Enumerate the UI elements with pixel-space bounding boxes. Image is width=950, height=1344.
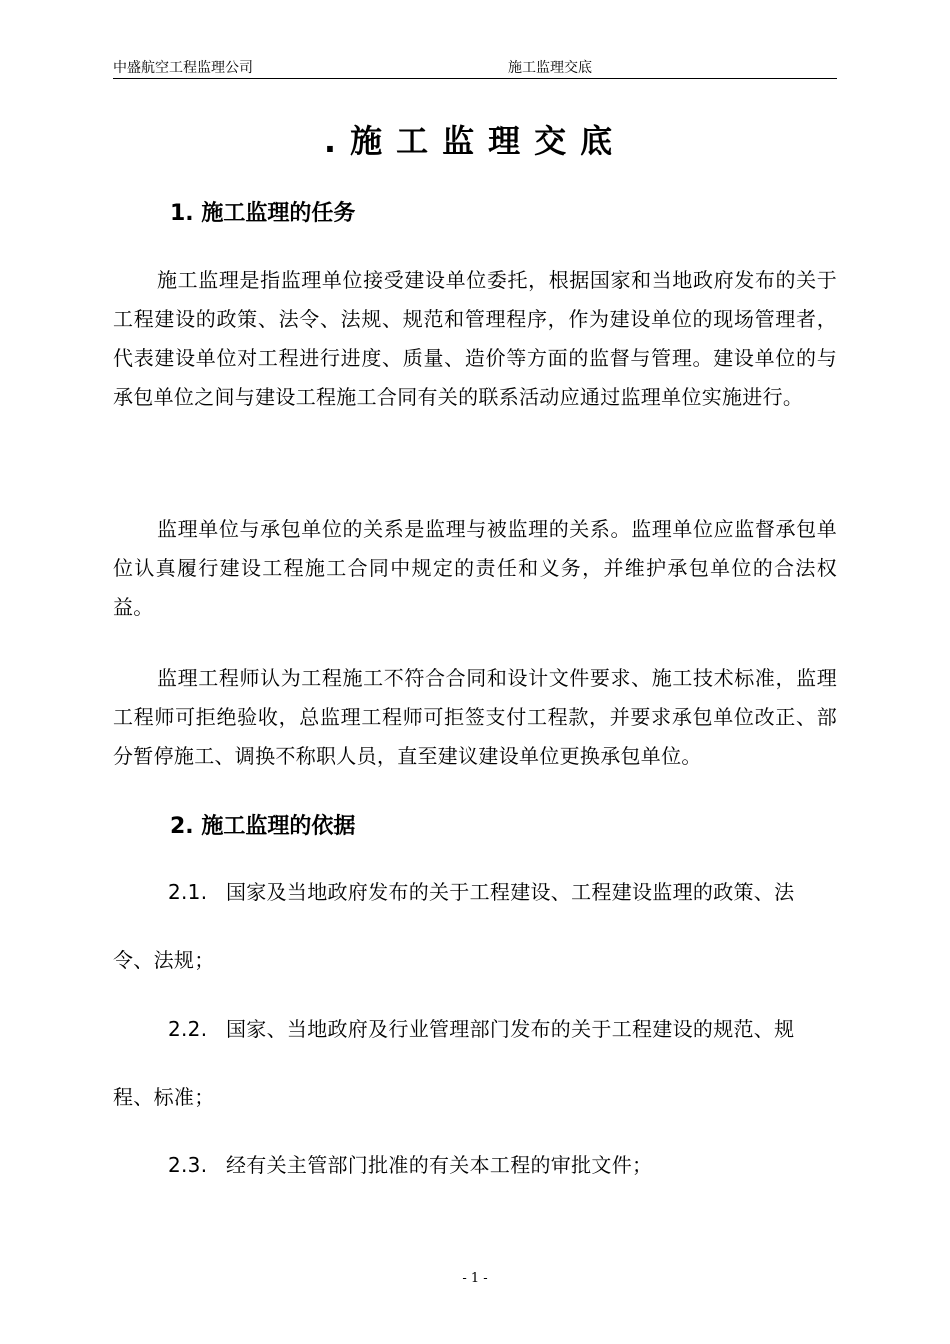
item-continuation: 令、法规； [113, 948, 215, 972]
item-number: 2.2. [168, 1017, 208, 1041]
page-number: - 1 - [462, 1271, 488, 1286]
section-1-heading: 1. 施工监理的任务 [170, 201, 356, 226]
section-1-paragraph-3: 监理工程师认为工程施工不符合合同和设计文件要求、施工技术标准，监理工程师可拒绝验收，总监理工程师可拒签支付工程款，并要求承包单位改正、部分暂停施工、调换不称职人员，直至建议建设单位更换承包单位。 [113, 666, 837, 768]
page-title: .施工监理交底 [323, 122, 627, 160]
section-2-item-1 [113, 877, 837, 975]
section-2-item-3 [113, 1150, 837, 1180]
section-1-paragraph-1: 施工监理是指监理单位接受建设单位委托，根据国家和当地政府发布的关于工程建设的政策、法令、法规、规范和管理程序，作为建设单位的现场管理者，代表建设单位对工程进行进度、质量、造价等方面的监督与管理。建设单位的与承包单位之间与建设工程施工合同有关的联系活动应通过监理单位实施进行。 [113, 268, 837, 409]
header-company: 中盛航空工程监理公司 [113, 60, 253, 76]
section-1-paragraph-2: 监理单位与承包单位的关系是监理与被监理的关系。监理单位应监督承包单位认真履行建设工程施工合同中规定的责任和义务，并维护承包单位的合法权益。 [113, 517, 837, 619]
item-continuation: 程、标准； [113, 1085, 215, 1109]
page-header [113, 58, 837, 79]
section-2-item-2 [113, 1014, 837, 1112]
section-2-heading: 2. 施工监理的依据 [170, 814, 356, 839]
item-text: 经有关主管部门批准的有关本工程的审批文件； [226, 1153, 653, 1177]
item-text: 国家、当地政府及行业管理部门发布的关于工程建设的规范、规 [226, 1017, 795, 1041]
item-text: 国家及当地政府发布的关于工程建设、工程建设监理的政策、法 [226, 880, 795, 904]
item-number: 2.3. [168, 1153, 208, 1177]
item-number: 2.1. [168, 880, 208, 904]
header-doc-name: 施工监理交底 [508, 60, 592, 76]
